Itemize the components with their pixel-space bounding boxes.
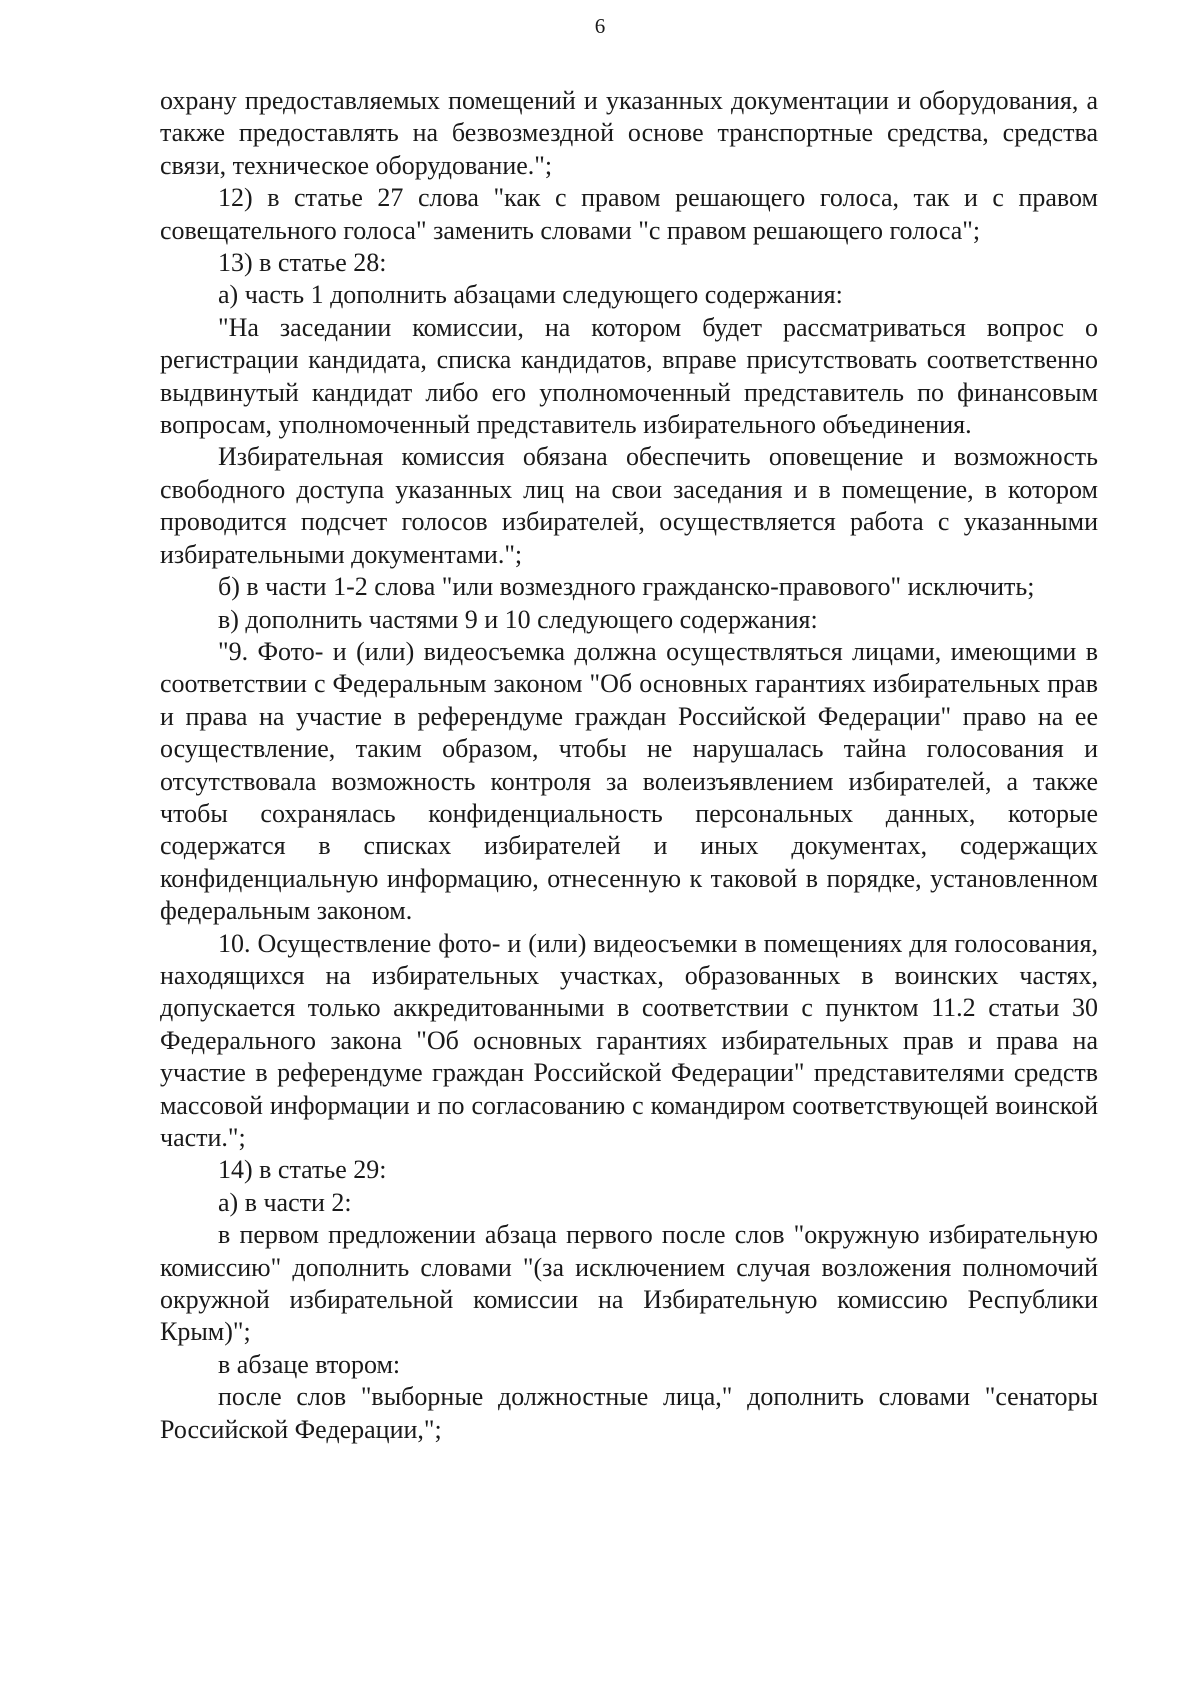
paragraph: 13) в статье 28: bbox=[218, 248, 387, 278]
paragraph: "9. Фото- и (или) видеосъемка должна осуществляться лицами, имеющими в соответствии с Федеральным законом "Об основных гарантиях избирательных прав и права на участие в референдуме граждан Российской Федерации" право на ее осуществление, таким образом, чтобы не нарушалась тайна голосования и отсутствовала возможность контроля за волеизъявлением избирателей, а также чтобы сохранялась конфиденциальность персональных данных, которые содержатся в списках избирателей и иных документах, содержащих конфиденциальную информацию, отнесенную к таковой в порядке, установленном федеральным законом. bbox=[160, 636, 1098, 926]
document-body bbox=[160, 85, 1098, 1446]
paragraph: а) часть 1 дополнить абзацами следующего содержания: bbox=[218, 280, 843, 310]
paragraph: охрану предоставляемых помещений и указанных документации и оборудования, а также предоставлять на безвозмездной основе транспортные средства, средства связи, техническое оборудование."; bbox=[160, 86, 1098, 180]
paragraph: в) дополнить частями 9 и 10 следующего содержания: bbox=[218, 604, 818, 634]
paragraph: в первом предложении абзаца первого после слов "окружную избирательную комиссию" дополнить словами "(за исключением случая возложения полномочий окружной избирательной комиссии на Избирательную комиссию Республики Крым)"; bbox=[160, 1220, 1098, 1347]
paragraph: 14) в статье 29: bbox=[218, 1155, 387, 1185]
paragraph: в абзаце втором: bbox=[218, 1349, 401, 1379]
paragraph: после слов "выборные должностные лица," дополнить словами "сенаторы Российской Федерации,"; bbox=[160, 1382, 1098, 1444]
paragraph: Избирательная комиссия обязана обеспечить оповещение и возможность свободного доступа указанных лиц на свои заседания и в помещение, в котором проводится подсчет голосов избирателей, осуществляется работа с указанными избирательными документами."; bbox=[160, 442, 1098, 569]
page-number: 6 bbox=[594, 14, 606, 38]
paragraph: 10. Осуществление фото- и (или) видеосъемки в помещениях для голосования, находящихся на избирательных участках, образованных в воинских частях, допускается только аккредитованными в соответствии с пунктом 11.2 статьи 30 Федерального закона "Об основных гарантиях избирательных прав и права на участие в референдуме граждан Российской Федерации" представителями средств массовой информации и по согласованию с командиром соответствующей воинской части."; bbox=[160, 928, 1098, 1152]
paragraph: б) в части 1-2 слова "или возмездного гражданско-правового" исключить; bbox=[218, 572, 1035, 602]
paragraph: 12) в статье 27 слова "как с правом решающего голоса, так и с правом совещательного голоса" заменить словами "с правом решающего голоса"; bbox=[160, 183, 1098, 245]
paragraph: а) в части 2: bbox=[218, 1187, 352, 1217]
paragraph: "На заседании комиссии, на котором будет рассматриваться вопрос о регистрации кандидата, списка кандидатов, вправе присутствовать соответственно выдвинутый кандидат либо его уполномоченный представитель по финансовым вопросам, уполномоченный представитель избирательного объединения. bbox=[160, 312, 1098, 440]
